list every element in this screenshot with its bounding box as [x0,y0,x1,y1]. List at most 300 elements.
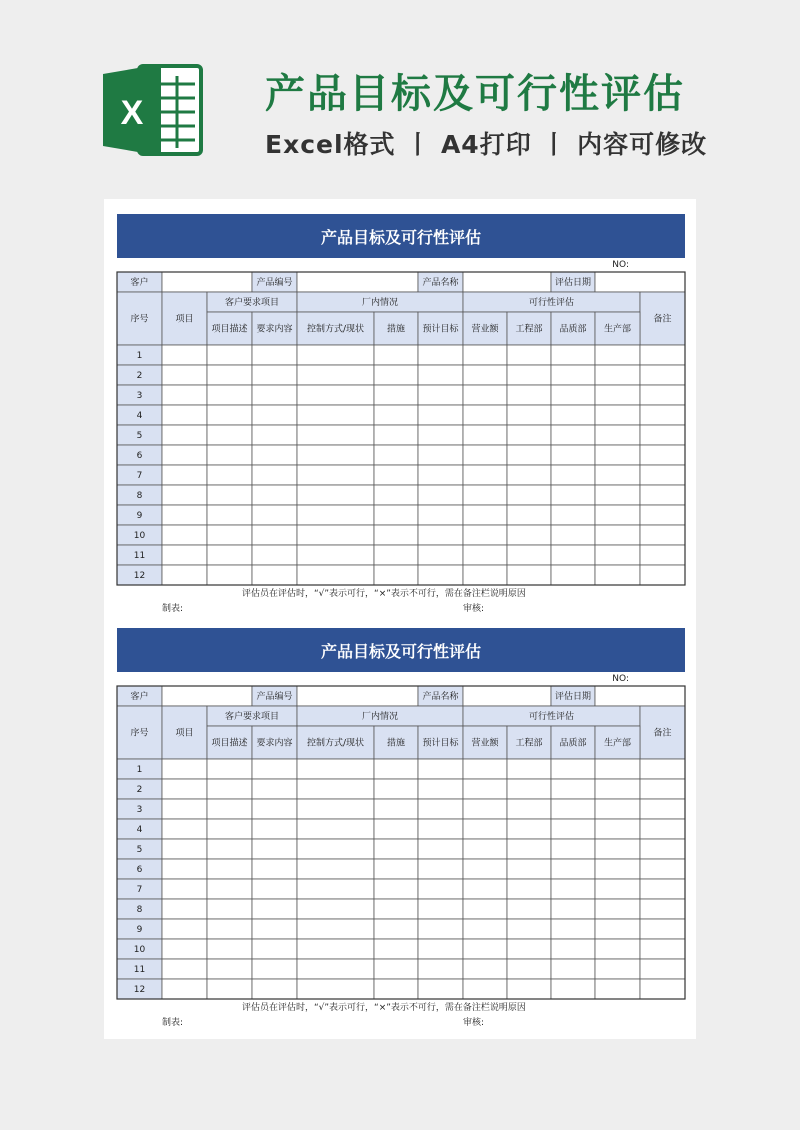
data-cell-cell [551,899,595,919]
row-number: 10 [133,945,146,955]
data-cell-cell [207,545,252,565]
row-number: 8 [136,905,143,915]
data-cell-cell [551,405,595,425]
data-cell-cell [374,505,418,525]
data-cell-cell [595,979,640,999]
data-cell-cell [207,345,252,365]
data-cell-cell [297,919,374,939]
item-header: 项目 [175,728,194,739]
data-cell-cell [162,819,207,839]
data-cell-cell [297,959,374,979]
eval-date-value-cell [595,686,685,706]
data-cell-cell [252,919,297,939]
data-cell-cell [418,565,463,585]
data-cell-cell [507,565,551,585]
data-cell-cell [507,839,551,859]
data-cell-cell [595,959,640,979]
data-cell-cell [418,465,463,485]
data-cell-cell [595,345,640,365]
evaluation-table [117,272,685,587]
data-cell-cell [463,545,507,565]
evaluation-note: 评估员在评估时，“√”表示可行，“×”表示不可行，需在备注栏说明原因 [242,1003,526,1013]
data-cell-cell [162,465,207,485]
data-cell-cell [252,979,297,999]
data-cell-cell [374,565,418,585]
data-cell-cell [640,565,685,585]
data-cell-cell [252,405,297,425]
data-cell-cell [252,505,297,525]
data-cell-cell [374,445,418,465]
data-cell-cell [640,799,685,819]
data-cell-cell [297,445,374,465]
banner-title: 产品目标及可行性评估 [265,71,685,117]
data-cell-cell [207,485,252,505]
data-cell-cell [595,859,640,879]
data-cell-cell [595,385,640,405]
data-cell-cell [162,385,207,405]
data-cell-cell [297,405,374,425]
data-cell-cell [207,959,252,979]
data-cell-cell [551,959,595,979]
data-cell-cell [297,545,374,565]
data-cell-cell [640,759,685,779]
data-cell-cell [162,799,207,819]
data-cell-cell [595,919,640,939]
data-cell-cell [162,545,207,565]
data-cell-cell [162,365,207,385]
req-desc-header: 项目描述 [211,324,248,335]
data-cell-cell [207,385,252,405]
logo-letter: X [120,94,144,132]
req-desc-header: 项目描述 [211,738,248,749]
row-number: 7 [136,471,143,481]
data-cell-cell [551,545,595,565]
data-cell-cell [162,859,207,879]
data-cell-cell [551,939,595,959]
data-cell-cell [297,425,374,445]
data-cell-cell [374,859,418,879]
data-cell-cell [207,425,252,445]
product-name-value-cell [463,272,551,292]
data-cell-cell [252,485,297,505]
data-cell-cell [374,345,418,365]
data-cell-cell [551,979,595,999]
data-cell-cell [463,525,507,545]
data-cell-cell [551,485,595,505]
data-cell-cell [297,939,374,959]
data-cell-cell [507,879,551,899]
data-cell-cell [551,565,595,585]
data-cell-cell [418,919,463,939]
data-cell-cell [252,799,297,819]
customer-value-cell [162,686,252,706]
data-cell-cell [207,899,252,919]
data-cell-cell [297,565,374,585]
data-cell-cell [595,565,640,585]
data-cell-cell [162,839,207,859]
control-method-header: 控制方式/现状 [306,738,365,749]
data-cell-cell [162,525,207,545]
data-cell-cell [463,345,507,365]
data-cell-cell [418,779,463,799]
data-cell-cell [252,385,297,405]
data-cell-cell [640,779,685,799]
data-cell-cell [551,505,595,525]
data-cell-cell [297,899,374,919]
data-cell-cell [252,859,297,879]
data-cell-cell [162,899,207,919]
data-cell-cell [463,799,507,819]
data-cell-cell [374,465,418,485]
data-cell-cell [507,919,551,939]
data-cell-cell [252,779,297,799]
data-cell-cell [162,445,207,465]
data-cell-cell [595,465,640,485]
row-number: 2 [136,785,143,795]
data-cell-cell [207,779,252,799]
data-cell-cell [162,425,207,445]
data-cell-cell [507,385,551,405]
data-cell-cell [551,385,595,405]
target-header: 预计目标 [422,324,459,335]
data-cell-cell [207,979,252,999]
customer-label: 客户 [130,278,149,288]
data-cell-cell [463,819,507,839]
data-cell-cell [162,919,207,939]
data-cell-cell [507,859,551,879]
data-cell-cell [463,899,507,919]
feasibility-header: 可行性评估 [528,712,575,722]
data-cell-cell [551,879,595,899]
data-cell-cell [297,979,374,999]
data-cell-cell [640,545,685,565]
data-cell-cell [162,939,207,959]
target-header: 预计目标 [422,738,459,749]
data-cell-cell [551,779,595,799]
row-number: 9 [136,925,143,935]
product-no-label: 产品编号 [256,692,293,702]
data-cell-cell [595,445,640,465]
data-cell-cell [640,445,685,465]
data-cell-cell [418,525,463,545]
row-number: 12 [133,985,146,995]
data-cell-cell [418,939,463,959]
product-no-label: 产品编号 [256,278,293,288]
no-label: NO: [612,674,629,684]
factory-header: 厂内情况 [361,712,399,722]
data-cell-cell [252,445,297,465]
row-number: 5 [136,845,143,855]
eval-date-label: 评估日期 [554,692,592,702]
data-cell-cell [463,445,507,465]
data-cell-cell [162,505,207,525]
data-cell-cell [207,565,252,585]
data-cell-cell [507,819,551,839]
data-cell-cell [595,759,640,779]
data-cell-cell [207,525,252,545]
remark-header: 备注 [653,728,672,739]
data-cell-cell [507,545,551,565]
data-cell-cell [418,759,463,779]
data-cell-cell [551,345,595,365]
data-cell-cell [507,465,551,485]
data-cell-cell [507,799,551,819]
data-cell-cell [595,779,640,799]
data-cell-cell [297,465,374,485]
excel-logo-icon [103,62,203,158]
data-cell-cell [640,425,685,445]
data-cell-cell [640,979,685,999]
form-title: 产品目标及可行性评估 [117,214,685,258]
data-cell-cell [418,819,463,839]
data-cell-cell [507,405,551,425]
data-cell-cell [463,465,507,485]
data-cell-cell [551,465,595,485]
data-cell-cell [463,759,507,779]
data-cell-cell [551,859,595,879]
data-cell-cell [297,759,374,779]
data-cell-cell [595,939,640,959]
data-cell-cell [374,405,418,425]
maker-label: 制表: [162,604,184,614]
data-cell-cell [207,799,252,819]
data-cell-cell [297,839,374,859]
data-cell-cell [595,839,640,859]
data-cell-cell [207,939,252,959]
data-cell-cell [162,959,207,979]
data-cell-cell [551,799,595,819]
measure-header: 措施 [386,738,406,749]
data-cell-cell [507,445,551,465]
data-cell-cell [418,505,463,525]
data-cell-cell [418,879,463,899]
req-content-header: 要求内容 [256,324,293,335]
data-cell-cell [551,919,595,939]
engineering-header: 工程部 [515,738,543,749]
data-cell-cell [640,385,685,405]
data-cell-cell [551,445,595,465]
row-number: 4 [136,825,143,835]
engineering-header: 工程部 [515,324,543,335]
data-cell-cell [207,859,252,879]
data-cell-cell [374,365,418,385]
data-cell-cell [551,819,595,839]
data-cell-cell [418,899,463,919]
data-cell-cell [595,899,640,919]
data-cell-cell [374,485,418,505]
data-cell-cell [463,565,507,585]
data-cell-cell [207,445,252,465]
data-cell-cell [207,839,252,859]
row-number: 1 [136,765,143,775]
data-cell-cell [252,899,297,919]
data-cell-cell [640,819,685,839]
row-number: 6 [136,865,143,875]
data-cell-cell [418,979,463,999]
data-cell-cell [640,859,685,879]
data-cell-cell [418,799,463,819]
data-cell-cell [297,365,374,385]
data-cell-cell [595,799,640,819]
data-cell-cell [507,979,551,999]
data-cell-cell [418,405,463,425]
data-cell-cell [162,565,207,585]
data-cell-cell [207,879,252,899]
product-name-value-cell [463,686,551,706]
data-cell-cell [374,919,418,939]
row-number: 2 [136,371,143,381]
customer-req-header: 客户要求项目 [224,298,280,308]
data-cell-cell [207,759,252,779]
data-cell-cell [297,799,374,819]
data-cell-cell [252,545,297,565]
data-cell-cell [640,465,685,485]
evaluation-table [117,686,685,1001]
data-cell-cell [463,385,507,405]
maker-label: 制表: [162,1018,184,1028]
data-cell-cell [595,485,640,505]
data-cell-cell [252,425,297,445]
row-number: 7 [136,885,143,895]
remark-header: 备注 [653,314,672,325]
data-cell-cell [418,839,463,859]
req-content-header: 要求内容 [256,738,293,749]
data-cell-cell [418,345,463,365]
auditor-label: 审核: [463,1018,485,1028]
data-cell-cell [374,799,418,819]
data-cell-cell [463,979,507,999]
data-cell-cell [463,859,507,879]
row-number: 11 [133,965,146,975]
data-cell-cell [162,345,207,365]
data-cell-cell [640,365,685,385]
data-cell-cell [595,365,640,385]
sales-header: 营业额 [471,738,499,749]
data-cell-cell [507,899,551,919]
data-cell-cell [252,345,297,365]
data-cell-cell [463,939,507,959]
data-cell-cell [374,819,418,839]
data-cell-cell [595,425,640,445]
quality-header: 品质部 [559,738,587,749]
data-cell-cell [297,859,374,879]
data-cell-cell [463,839,507,859]
customer-label: 客户 [130,692,149,702]
data-cell-cell [374,899,418,919]
row-number: 3 [136,391,143,401]
data-cell-cell [252,365,297,385]
row-number: 11 [133,551,146,561]
data-cell-cell [640,525,685,545]
data-cell-cell [297,525,374,545]
data-cell-cell [418,485,463,505]
data-cell-cell [252,525,297,545]
data-cell-cell [162,979,207,999]
product-no-value-cell [297,686,418,706]
data-cell-cell [463,879,507,899]
data-cell-cell [551,525,595,545]
seq-header: 序号 [130,728,149,739]
data-cell-cell [162,759,207,779]
data-cell-cell [374,839,418,859]
data-cell-cell [207,819,252,839]
data-cell-cell [640,919,685,939]
data-cell-cell [418,545,463,565]
data-cell-cell [207,465,252,485]
data-cell-cell [640,485,685,505]
data-cell-cell [507,959,551,979]
data-cell-cell [252,465,297,485]
data-cell-cell [374,385,418,405]
data-cell-cell [374,759,418,779]
data-cell-cell [297,485,374,505]
production-header: 生产部 [603,324,632,335]
data-cell-cell [640,899,685,919]
data-cell-cell [463,779,507,799]
sales-header: 营业额 [471,324,499,335]
data-cell-cell [463,505,507,525]
data-cell-cell [551,365,595,385]
customer-value-cell [162,272,252,292]
data-cell-cell [374,939,418,959]
data-cell-cell [595,505,640,525]
data-cell-cell [374,545,418,565]
customer-req-header: 客户要求项目 [224,712,280,722]
data-cell-cell [207,919,252,939]
row-number: 5 [136,431,143,441]
data-cell-cell [640,505,685,525]
data-cell-cell [207,405,252,425]
data-cell-cell [463,919,507,939]
data-cell-cell [640,939,685,959]
data-cell-cell [297,779,374,799]
product-name-label: 产品名称 [422,692,459,702]
banner [0,0,800,200]
item-header: 项目 [175,314,194,325]
data-cell-cell [207,505,252,525]
row-number: 10 [133,531,146,541]
factory-header: 厂内情况 [361,298,399,308]
data-cell-cell [374,979,418,999]
data-cell-cell [463,425,507,445]
row-number: 9 [136,511,143,521]
data-cell-cell [551,759,595,779]
banner-subtitle: Excel格式 丨 A4打印 丨 内容可修改 [265,130,708,159]
data-cell-cell [595,819,640,839]
data-cell-cell [418,445,463,465]
data-cell-cell [463,365,507,385]
control-method-header: 控制方式/现状 [306,324,365,335]
data-cell-cell [162,405,207,425]
data-cell-cell [252,565,297,585]
data-cell-cell [297,819,374,839]
eval-date-value-cell [595,272,685,292]
data-cell-cell [374,879,418,899]
production-header: 生产部 [603,738,632,749]
data-cell-cell [162,879,207,899]
data-cell-cell [640,879,685,899]
data-cell-cell [507,779,551,799]
data-cell-cell [252,959,297,979]
data-cell-cell [162,485,207,505]
row-number: 8 [136,491,143,501]
data-cell-cell [507,525,551,545]
product-name-label: 产品名称 [422,278,459,288]
data-cell-cell [418,365,463,385]
data-cell-cell [463,485,507,505]
data-cell-cell [507,485,551,505]
data-cell-cell [297,345,374,365]
